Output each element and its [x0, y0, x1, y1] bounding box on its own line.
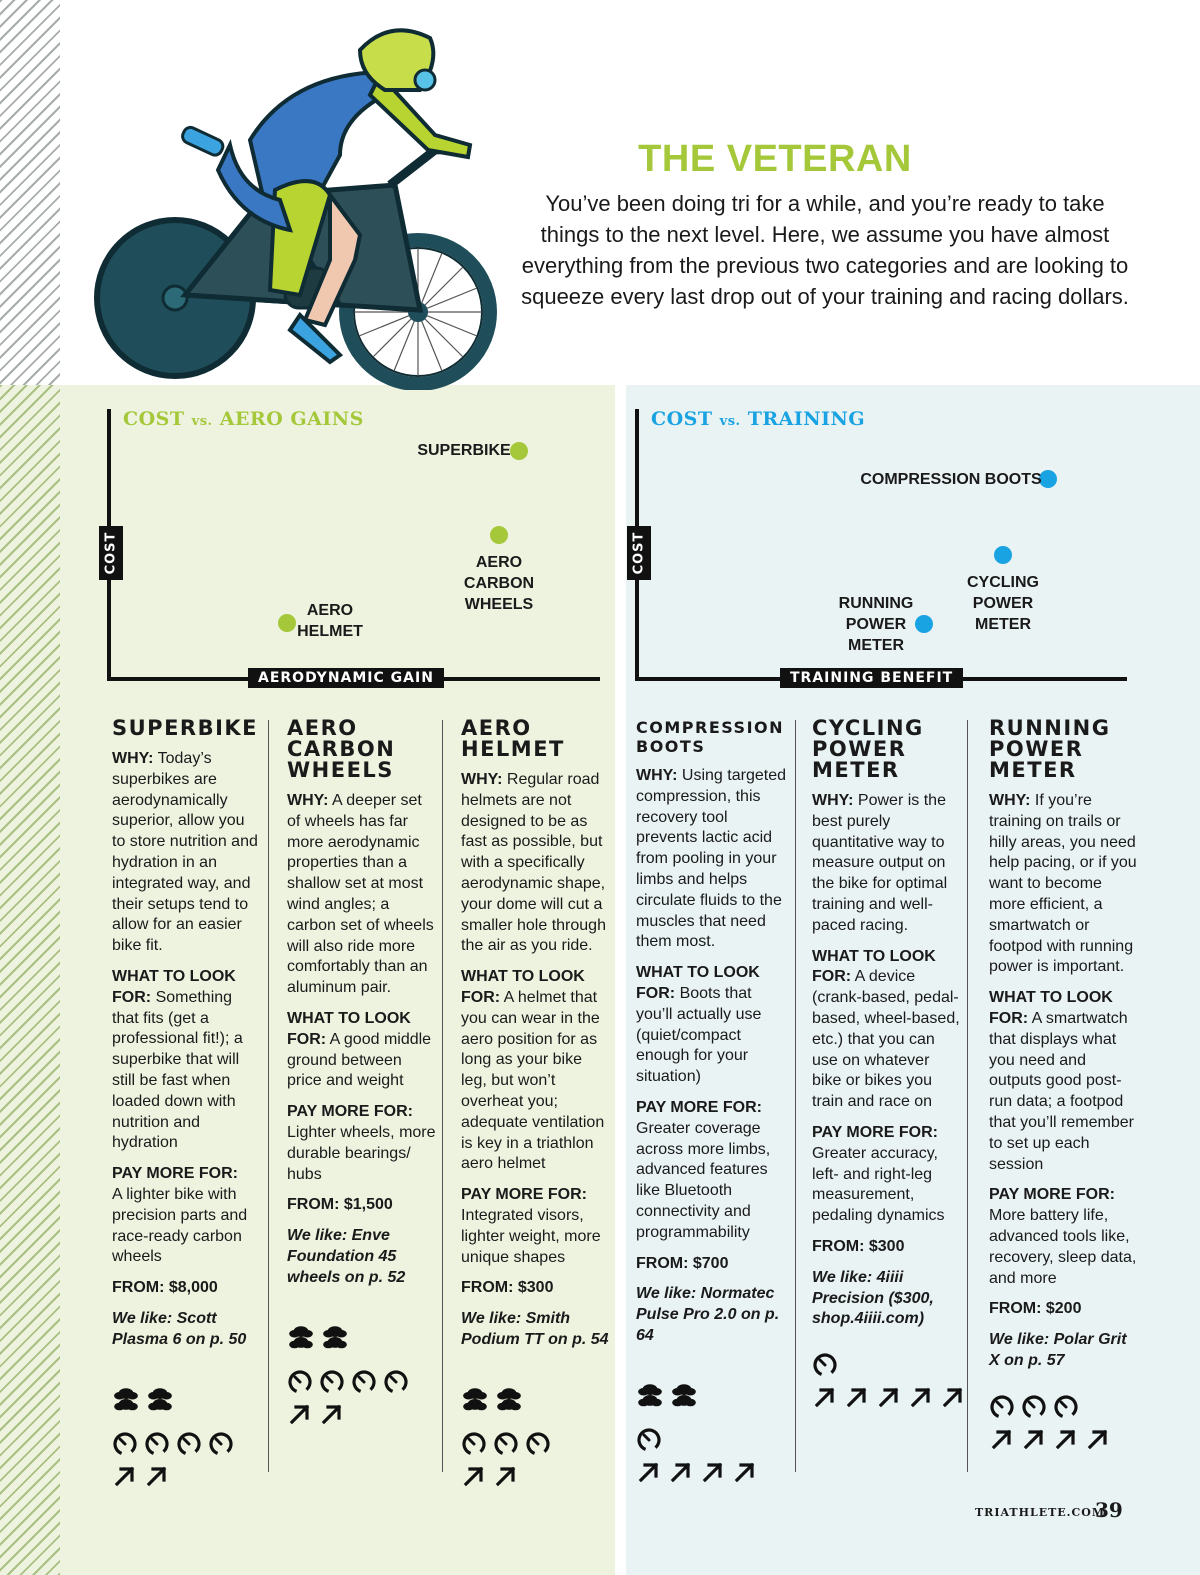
product-column-compression-boots	[636, 718, 788, 1491]
rating-row-arrow	[989, 1426, 1139, 1452]
chart-title-aero-gains: AERO GAINS	[219, 408, 364, 430]
price-from: FROM: $700	[636, 1254, 729, 1272]
price-from: FROM: $1,500	[287, 1196, 393, 1214]
gauge-icon	[319, 1369, 345, 1395]
recommendation: We like: Polar Grit X on p. 57	[989, 1331, 1127, 1369]
rating-row-gauge	[989, 1394, 1139, 1420]
product-column-cycling-power-meter	[812, 718, 962, 1416]
gauge-icon	[144, 1431, 170, 1457]
price-from: FROM: $200	[989, 1300, 1082, 1318]
gauge-icon	[812, 1352, 838, 1378]
what-to-look-for-text: WHAT TO LOOK FOR: A helmet that you can wear in the aero position for as long as your bike leg, but won’t overheat you; adequate ventilation is key in a triathlon aero helmet	[461, 968, 605, 1173]
gauge-icon	[493, 1431, 519, 1457]
cloud-icon	[146, 1376, 174, 1422]
rating-row-arrow	[287, 1401, 437, 1427]
cloud-icon	[321, 1314, 349, 1360]
column-divider	[442, 720, 443, 1472]
y-axis-label: COST	[99, 526, 123, 580]
data-point-superbike	[510, 442, 528, 460]
cloud-icon	[287, 1314, 315, 1360]
gauge-icon	[176, 1431, 202, 1457]
price-from: FROM: $300	[461, 1279, 554, 1297]
chart-title-vs: vs.	[191, 414, 213, 429]
pay-more-for-text: PAY MORE FOR: More battery life, advanced tools like, recovery, sleep data, and more	[989, 1186, 1137, 1287]
point-label-aero-carbon-wheels: AERO CARBON WHEELS	[463, 554, 535, 613]
rating-row-gauge	[287, 1369, 437, 1395]
y-axis-label: COST	[627, 526, 651, 580]
product-name: COMPRESSION BOOTS	[636, 718, 785, 756]
why-text: WHY: Regular road helmets are not designed to be as fast as possible, but with a specifically aerodynamic shape, your dome will cut a smaller hole through the air as you ride.	[461, 771, 606, 955]
chart-title-cost: COST	[651, 408, 713, 430]
product-name: RUNNING POWER METER	[989, 716, 1111, 782]
chart-title-training-word: TRAINING	[747, 408, 866, 430]
gauge-icon	[461, 1431, 487, 1457]
point-label-compression-boots: COMPRESSION BOOTS	[860, 471, 1042, 488]
recommendation: We like: Enve Foundation 45 wheels on p. 52	[287, 1227, 406, 1286]
rating-icons	[287, 1311, 437, 1427]
chart-title-vs: vs.	[719, 414, 741, 429]
chart-title-aero	[123, 408, 364, 430]
cloud-icon	[461, 1376, 489, 1422]
rating-icons	[112, 1373, 262, 1489]
data-point-aero-helmet	[278, 614, 296, 632]
rating-icons	[812, 1352, 962, 1410]
rating-row-arrow	[636, 1459, 788, 1485]
why-text: WHY: A deeper set of wheels has far more aerodynamic properties than a shallow set at most wind angles; a carbon set of wheels will also ride more comfortably than an aluminum pair.	[287, 792, 434, 997]
rating-row-cost	[636, 1369, 704, 1421]
arrow-icon	[668, 1459, 694, 1485]
column-divider	[967, 720, 968, 1472]
arrow-icon	[493, 1463, 519, 1489]
why-text: WHY: Power is the best purely quantitative way to measure output on the bike for optimal training and well-paced racing.	[812, 792, 948, 934]
cloud-icon	[670, 1372, 698, 1418]
product-column-superbike	[112, 718, 262, 1495]
what-to-look-for-text: WHAT TO LOOK FOR: A smartwatch that displays what you need and outputs good post-run data; a footpod that you’ll remember to set up each session	[989, 989, 1134, 1173]
pay-more-for-text: PAY MORE FOR: Lighter wheels, more durable bearings/ hubs	[287, 1103, 436, 1183]
arrow-icon	[700, 1459, 726, 1485]
arrow-icon	[876, 1384, 902, 1410]
arrow-icon	[812, 1384, 838, 1410]
arrow-icon	[287, 1401, 313, 1427]
cloud-icon	[636, 1372, 664, 1418]
what-to-look-for-text: WHAT TO LOOK FOR: Boots that you’ll actually use (quiet/compact enough for your situation)	[636, 964, 762, 1086]
rating-row-cost	[461, 1373, 529, 1425]
gauge-icon	[112, 1431, 138, 1457]
cloud-icon	[112, 1376, 140, 1422]
gauge-icon	[989, 1394, 1015, 1420]
rating-icons	[989, 1394, 1139, 1452]
gauge-icon	[351, 1369, 377, 1395]
what-to-look-for-text: WHAT TO LOOK FOR: Something that fits (get a professional fit!); a superbike that will still be fast when loaded down with nutrition and hydration	[112, 967, 243, 1152]
rating-row-arrow	[112, 1463, 262, 1489]
data-point-aero-carbon-wheels	[490, 526, 508, 544]
rating-row-gauge	[636, 1427, 788, 1453]
section-title: THE VETERAN	[638, 138, 912, 180]
pay-more-for-text: PAY MORE FOR: Greater coverage across more limbs, advanced features like Bluetooth connectivity and programmability	[636, 1098, 771, 1241]
arrow-icon	[1021, 1426, 1047, 1452]
rating-row-cost	[287, 1311, 355, 1363]
page-number: 39	[1095, 1498, 1123, 1522]
x-axis-label: AERODYNAMIC GAIN	[248, 668, 444, 688]
product-name: AERO HELMET	[461, 716, 565, 761]
rating-row-gauge	[112, 1431, 262, 1457]
product-column-aero-helmet	[461, 718, 611, 1495]
data-point-cycling-power-meter	[994, 546, 1012, 564]
arrow-icon	[1053, 1426, 1079, 1452]
arrow-icon	[908, 1384, 934, 1410]
rating-icons	[636, 1369, 788, 1485]
intro-paragraph: You’ve been doing tri for a while, and you’re ready to take things to the next level. Here, we assume you have almost everything from the previous two categories and are looking to squeeze every last drop out of your training and racing dollars.	[521, 191, 1129, 309]
product-column-aero-carbon-wheels	[287, 718, 437, 1433]
pay-more-for-text: PAY MORE FOR: Integrated visors, lighter weight, more unique shapes	[461, 1186, 601, 1266]
gauge-icon	[525, 1431, 551, 1457]
what-to-look-for-text: WHAT TO LOOK FOR: A good middle ground between price and weight	[287, 1009, 432, 1090]
data-point-running-power-meter	[915, 615, 933, 633]
data-point-compression-boots	[1039, 470, 1057, 488]
arrow-icon	[940, 1384, 966, 1410]
rating-row-gauge	[812, 1352, 962, 1378]
arrow-icon	[112, 1463, 138, 1489]
gauge-icon	[383, 1369, 409, 1395]
rating-icons	[461, 1373, 611, 1489]
price-from: FROM: $300	[812, 1237, 905, 1255]
point-label-aero-helmet: AERO HELMET	[297, 602, 363, 640]
product-name: AERO CARBON WHEELS	[287, 716, 396, 782]
product-name: CYCLING POWER METER	[812, 716, 924, 782]
arrow-icon	[319, 1401, 345, 1427]
gauge-icon	[287, 1369, 313, 1395]
rating-row-arrow	[812, 1384, 962, 1410]
x-axis-label: TRAINING BENEFIT	[780, 668, 963, 688]
product-column-running-power-meter	[989, 718, 1139, 1458]
recommendation: We like: Normatec Pulse Pro 2.0 on p. 64	[636, 1285, 780, 1344]
arrow-icon	[1085, 1426, 1111, 1452]
cloud-icon	[495, 1376, 523, 1422]
recommendation: We like: Scott Plasma 6 on p. 50	[112, 1309, 247, 1348]
chart-title-cost: COST	[123, 408, 185, 430]
arrow-icon	[461, 1463, 487, 1489]
gauge-icon	[1021, 1394, 1047, 1420]
price-from: FROM: $8,000	[112, 1279, 218, 1297]
gauge-icon	[1053, 1394, 1079, 1420]
arrow-icon	[732, 1459, 758, 1485]
gauge-icon	[636, 1427, 662, 1453]
rating-row-gauge	[461, 1431, 611, 1457]
recommendation: We like: Smith Podium TT on p. 54	[461, 1310, 609, 1348]
column-divider	[795, 720, 796, 1472]
recommendation: We like: 4iiii Precision ($300, shop.4iiii.com)	[812, 1268, 934, 1328]
arrow-icon	[636, 1459, 662, 1485]
point-label-cycling-power-meter: CYCLING POWER METER	[967, 574, 1039, 633]
why-text: WHY: Today’s superbikes are aerodynamically superior, allow you to store nutrition and hydration in an integrated way, and their setups tend to allow for an easier bike fit.	[112, 750, 258, 955]
point-label-running-power-meter: RUNNING POWER METER	[838, 595, 914, 654]
rating-row-arrow	[461, 1463, 611, 1489]
rating-row-cost	[112, 1373, 180, 1425]
point-label-superbike: SUPERBIKE	[417, 442, 511, 459]
gauge-icon	[208, 1431, 234, 1457]
arrow-icon	[989, 1426, 1015, 1452]
pay-more-for-text: PAY MORE FOR: Greater accuracy, left- and right-leg measurement, pedaling dynamics	[812, 1123, 945, 1225]
footer-site: TRIATHLETE.COM	[975, 1506, 1106, 1519]
column-divider	[268, 720, 269, 1472]
product-name: SUPERBIKE	[112, 716, 259, 740]
arrow-icon	[844, 1384, 870, 1410]
why-text: WHY: If you’re training on trails or hilly areas, you need help pacing, or if you want to become more efficient, a smartwatch or footpod with running power is important.	[989, 792, 1137, 976]
arrow-icon	[144, 1463, 170, 1489]
why-text: WHY: Using targeted compression, this recovery tool prevents lactic acid from pooling in your limbs and helps circulate fluids to the muscles that need them most.	[636, 767, 786, 951]
what-to-look-for-text: WHAT TO LOOK FOR: A device (crank-based, pedal-based, wheel-based, etc.) that you can use on whatever bike or bikes you train and race on	[812, 947, 960, 1111]
pay-more-for-text: PAY MORE FOR: A lighter bike with precision parts and race-ready carbon wheels	[112, 1165, 248, 1266]
chart-title-training	[651, 408, 865, 430]
